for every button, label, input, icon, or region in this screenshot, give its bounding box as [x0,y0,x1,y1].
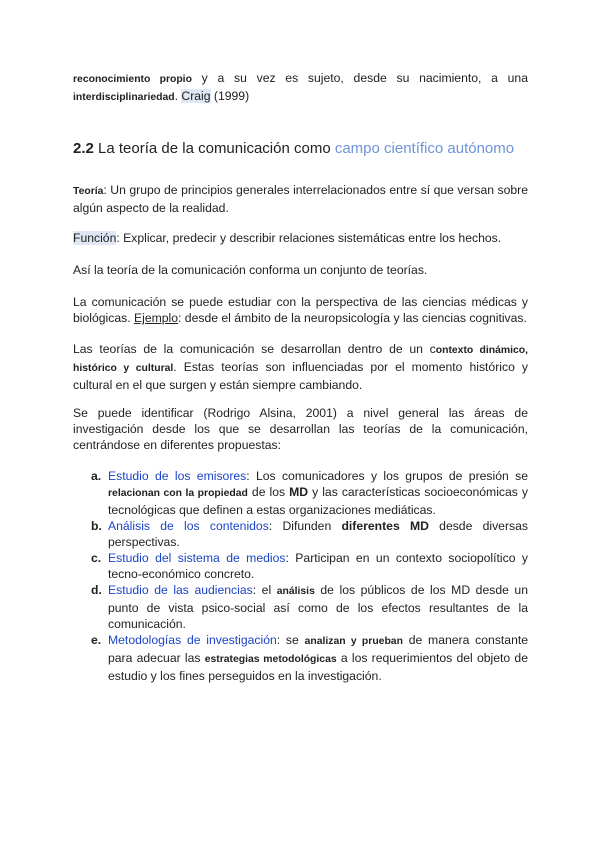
theory-paragraph: Así la teoría de la comunicación conforma un conjunto de teorías. [73,263,428,277]
list-item: e. Metodologías de investigación: se analizan y prueban de manera constante para adecuar las estrategias metodológicas a los requerimientos del objeto de estudio y los fines perseguidos en la investigación. [91,633,529,683]
bold-term: MD [289,485,309,499]
list-marker: e. [91,633,102,647]
list-marker: b. [91,519,102,533]
bold-term: Teoría [73,186,104,197]
function-paragraph: Función: Explicar, predecir y describir relaciones sistemáticas entre los hechos. [73,231,502,245]
bold-term: diferentes MD [341,519,429,533]
bold-term: analizan y prueban [304,636,403,647]
study-paragraph: La comunicación se puede estudiar con la perspectiva de las ciencias médicas y biológicas. Ejemplo: desde el ámbito de la neuropsicología y las ciencias cognitivas. [73,295,528,325]
list-item-title[interactable]: Análisis de los contenidos [108,519,269,533]
list-item: c. Estudio del sistema de medios: Participan en un contexto sociopolítico y tecno-económico concreto. [91,551,528,581]
list-marker: a. [91,469,102,483]
context-paragraph: Las teorías de la comunicación se desarrollan dentro de un contexto dinámico, histórico y cultural. Estas teorías son influenciadas por el momento histórico y cultural en el que surgen y están siempre cambiando. [73,342,529,392]
highlighted-term: Función [73,231,117,245]
bold-term: interdisciplinariedad [73,92,175,103]
list-item-title[interactable]: Metodologías de investigación [108,633,277,647]
bold-term: ontexto dinámico, histórico y cultural [73,345,529,374]
intro-paragraph: reconocimiento propio y a su vez es sujeto, desde su nacimiento, a una interdisciplinariedad. Craig (1999) [73,71,528,103]
list-marker: d. [91,583,102,597]
bold-term: reconocimiento propio [73,74,192,85]
list-marker: c. [91,551,102,565]
research-areas-list [91,468,528,684]
definition-paragraph: Teoría: Un grupo de principios generales interrelacionados entre sí que versan sobre algún aspecto de la realidad. [73,183,528,215]
underlined-term: Ejemplo [133,311,179,325]
heading-link[interactable]: campo científico autónomo [334,140,515,157]
areas-paragraph: Se puede identificar (Rodrigo Alsina, 2001) a nivel general las áreas de investigación desde los que se desarrollan las teorías de la comunicación, centrándose en diferentes propuestas: [73,406,528,452]
citation-highlight: Craig [181,89,211,103]
bold-term: relacionan con la propiedad [108,488,248,499]
list-item-title[interactable]: Estudio de las audiencias [108,583,253,597]
section-number: 2.2 [73,140,94,157]
list-item: d. Estudio de las audiencias: el análisis de los públicos de los MD desde un punto de vista psico-social así como de los efectos resultantes de la comunicación. [91,583,528,631]
bold-term: análisis [276,586,315,597]
list-item-title[interactable]: Estudio del sistema de medios [108,551,286,565]
section-heading: 2.2 La teoría de la comunicación como campo científico autónomo [73,140,515,157]
bold-term: estrategias metodológicas [204,654,337,665]
list-item: b. Análisis de los contenidos: Difunden diferentes MD desde diversas perspectivas. [91,519,528,549]
list-item: a. Estudio de los emisores: Los comunicadores y los grupos de presión se relacionan con la propiedad de los MD y las características socioeconómicas y tecnológicas que definen a estas organizaciones mediáticas. [91,469,528,517]
list-item-title[interactable]: Estudio de los emisores [108,469,247,483]
